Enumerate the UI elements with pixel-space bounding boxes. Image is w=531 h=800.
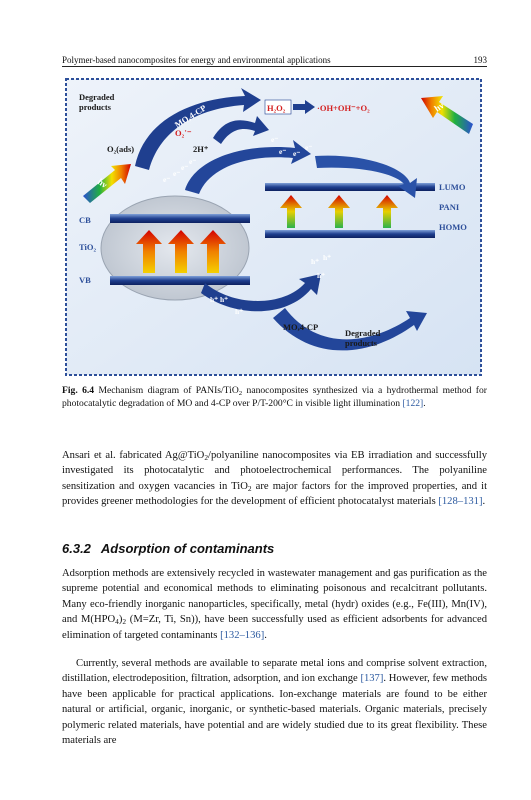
header-rule xyxy=(62,66,487,67)
electron-label: e⁻ xyxy=(189,157,197,166)
pani-label: PANI xyxy=(439,202,460,212)
para3-b: . However, few methods have been applicable for practical applications. Ion-exchange materials are found to be either natural or artificial, organic, inorganic, or synthetic-based materials. Organic materials, precisely polymeric related materials, have potential and are widely studied due to its great flexibility. These materials are xyxy=(62,673,487,747)
para2-sub: 4 xyxy=(115,617,119,627)
tio2-vb-bar xyxy=(110,276,250,285)
electron-label: e⁻ xyxy=(305,143,313,152)
hole-label: h⁺ xyxy=(235,307,244,316)
hole-label: h⁺ xyxy=(210,295,219,304)
hv-right-label: hν xyxy=(432,100,446,114)
para1-b: /polyaniline nanocomposites via EB irradiation and successfully investigated its photocatalytic and photoelectrochemical performances. The polyaniline sensitization and oxygen vacancies in TiO xyxy=(62,450,488,492)
para1-sub2: 2 xyxy=(247,483,252,493)
hole-label: h⁺ xyxy=(323,253,332,262)
degraded-products-top-1: Degraded xyxy=(79,92,115,102)
hv-left-label: hν xyxy=(95,176,109,190)
oh-products-label: ·OH+OH⁻+O₂ xyxy=(317,103,370,113)
tio2-cb-bar xyxy=(110,214,250,223)
para1-a: Ansari et al. fabricated Ag@TiO xyxy=(62,450,205,461)
para2-end: . xyxy=(264,629,267,641)
paragraph-2 xyxy=(62,566,487,643)
para2-b: ) xyxy=(118,614,123,626)
para1-ref-link[interactable]: [128–131] xyxy=(438,496,483,508)
para1-sub: 2 xyxy=(204,453,209,462)
caption-text-a: Mechanism diagram of PANIs/TiO xyxy=(94,385,239,396)
two-h-plus-label: 2H⁺ xyxy=(193,144,209,154)
running-header xyxy=(62,49,487,65)
caption-text-b: nanocomposites synthesized via a hydrothermal method for photocatalytic degradation of MO and 4-CP over P/T-200°C in visible light illumination xyxy=(62,385,487,410)
electron-label: e⁻ xyxy=(163,175,171,184)
electron-label: e⁻ xyxy=(173,169,181,178)
page-number: 193 xyxy=(473,55,487,65)
hole-label: h⁺ xyxy=(317,271,326,280)
para2-ref-link[interactable]: [132–136] xyxy=(220,629,265,641)
o2-radical-label: O₂˙⁻ xyxy=(175,128,192,138)
electron-label: e⁻ xyxy=(181,163,189,172)
section-title: Adsorption of contaminants xyxy=(100,541,275,556)
para3-ref-link[interactable]: [137] xyxy=(360,673,384,685)
h2o2-label: H₂O₂ xyxy=(267,103,286,113)
electron-label: e⁻ xyxy=(279,147,287,156)
para2-sub2: 2 xyxy=(122,617,127,627)
tio2-label: TiO₂ xyxy=(79,242,97,252)
caption-label: Fig. 6.4 xyxy=(62,385,95,396)
cb-label: CB xyxy=(79,215,91,225)
para3-a: Currently, several methods are available to separate metal ions and comprise solvent extraction, distillation, electrodeposition, filtration, adsorption, and ion exchange xyxy=(62,658,487,685)
degraded-products-top-2: products xyxy=(79,102,111,112)
homo-label: HOMO xyxy=(439,222,467,232)
caption-end: . xyxy=(423,398,426,410)
figure-6-4 xyxy=(65,78,482,376)
electron-label: e⁻ xyxy=(271,135,279,144)
section-heading xyxy=(62,541,487,556)
paragraph-1 xyxy=(62,448,487,510)
para1-end: . xyxy=(482,496,486,508)
mechanism-diagram xyxy=(65,78,482,376)
degraded-products-bottom-1: Degraded xyxy=(345,328,381,338)
paragraph-3 xyxy=(62,656,487,748)
caption-sub: 2 xyxy=(238,390,243,397)
running-title: Polymer-based nanocomposites for energy and environmental applications xyxy=(62,55,331,65)
caption-ref-link[interactable]: [122] xyxy=(402,398,424,410)
para2-a: Adsorption methods are extensively recycled in wastewater management and gas purification as the supreme potential and economical methods to eliminating poisonous and recalcitrant pollutants. Many eco-friendly inorganic nanoparticles, specifically, metal (hydr) oxides (e.g., Fe(III), Mn(IV), and M(HPO xyxy=(62,568,487,626)
para1-c: are major factors for the improved properties, and it provides greener methodologies for the development of efficient photocatalyst materials xyxy=(62,480,488,508)
tio2-excitation-arrows xyxy=(136,230,226,273)
section-number: 6.3.2 xyxy=(62,541,91,556)
pani-homo-bar xyxy=(265,230,435,238)
para2-c: (M=Zr, Ti, Sn)), have been successfully used as efficient adsorbents for advanced elimination of targeted contaminants xyxy=(62,614,487,641)
vb-label: VB xyxy=(79,275,91,285)
lumo-label: LUMO xyxy=(439,182,466,192)
mo-4cp-top-label: MO,4-CP xyxy=(172,102,208,130)
figure-caption xyxy=(62,384,487,411)
degraded-products-bottom-2: products xyxy=(345,338,377,348)
o2-ads-label: O₂(ads) xyxy=(107,144,135,154)
electron-label: e⁻ xyxy=(293,149,301,158)
hole-label: h⁺ xyxy=(311,257,320,266)
mo-4cp-bottom-label: MO,4-CP xyxy=(283,322,319,332)
hole-label: h⁺ xyxy=(220,295,229,304)
